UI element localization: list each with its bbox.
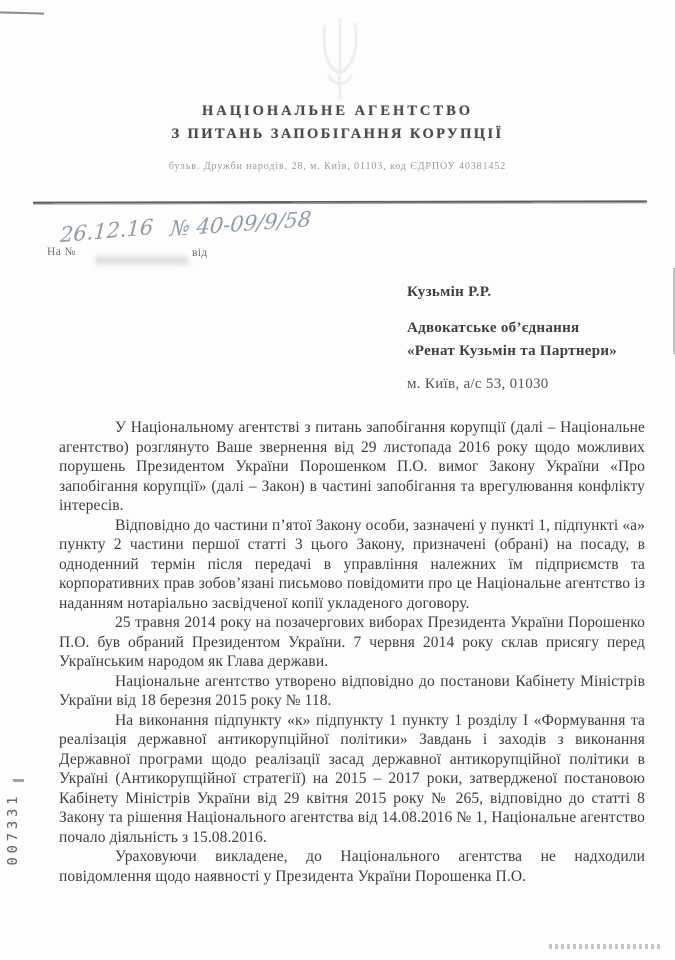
margin-stamp-wrap — [4, 790, 22, 868]
vertical-registration-number: 007331 — [5, 792, 21, 866]
body-paragraph: Ураховуючи викладене, до Національного агентства не надходили повідомлення щодо наявності у Президента України Порошенка П.О. — [59, 848, 645, 885]
handwritten-outgoing-number: № 40-09/9/58 — [168, 206, 313, 242]
reply-date-label: від — [192, 247, 208, 259]
recipient-address: м. Київ, а/с 53, 01030 — [407, 376, 549, 392]
recipient-block — [407, 281, 617, 396]
letterhead-divider — [33, 200, 647, 204]
body-paragraph: 25 травня 2014 року на позачергових виборах Президента України Порошенко П.О. був обраний Президентом України. 7 червня 2014 року склав присягу перед Українським народом як Глава держави. — [59, 614, 645, 670]
trident-emblem-watermark-icon — [295, 12, 385, 112]
letter-body — [59, 418, 645, 886]
handwritten-date: 26.12.16 — [59, 214, 154, 248]
body-paragraph: На виконання підпункту «к» підпункту 1 пункту 1 розділу І «Формування та реалізація державної антикорупційної політики» Завдань і заходів з виконання Державної програми щодо реалізації засад державної антикорупційної політики в Україні (Антикорупційної стратегії) на 2015 – 2017 роки, затвердженої постановою Кабінету Міністрів України від 29 квітня 2015 року № 265, відповідно до статті 8 Закону та рішення Національного агентства від 14.08.2016 № 1, Національне агентство почало діяльність з 15.08.2016. — [59, 711, 645, 846]
fineprint-smudge — [549, 944, 661, 949]
recipient-name: Кузьмін Р.Р. — [407, 284, 492, 300]
blurred-area — [95, 256, 189, 265]
org-name-line1: НАЦІОНАЛЬНЕ АГЕНТСТВО — [201, 103, 474, 119]
body-paragraph: У Національному агентстві з питань запобігання корупції (далі – Національне агентство) розглянуто Ваше звернення від 29 листопада 2016 року щодо можливих порушень Президентом України Порошенком П.О. вимог Закону України «Про запобігання корупції» (далі – Закон) в частині запобігання та врегулювання конфлікту інтересів. — [59, 419, 645, 514]
scan-artifact-corner-line — [0, 11, 44, 14]
recipient-org-line2: «Ренат Кузьмін та Партнери» — [407, 343, 618, 359]
org-address-line: бульв. Дружби народів, 28, м. Київ, 01103, код ЄДРПОУ 40381452 — [168, 161, 507, 172]
body-paragraph: Відповідно до частини п’ятої Закону особи, зазначені у пункті 1, підпункті «а» пункту 2 частини першої статті 3 цього Закону, призначені (обрані) на посаду, в одноденний термін після передачі в управління належних їм підприємств та корпоративних прав зобов’язані письмово повідомити про це Національне агентство із наданням нотаріально засвідченої копії укладеного договору. — [59, 516, 645, 612]
recipient-org-line1: Адвокатське об’єднання — [407, 320, 580, 336]
body-paragraph: Національне агентство утворено відповідно до постанови Кабінету Міністрів України від 18 березня 2015 року № 118. — [59, 672, 645, 709]
stamp-dash-mark — [13, 779, 24, 782]
reply-number-label: На № — [47, 246, 76, 258]
org-name-line2: З ПИТАНЬ ЗАПОБІГАННЯ КОРУПЦІЇ — [171, 126, 504, 142]
